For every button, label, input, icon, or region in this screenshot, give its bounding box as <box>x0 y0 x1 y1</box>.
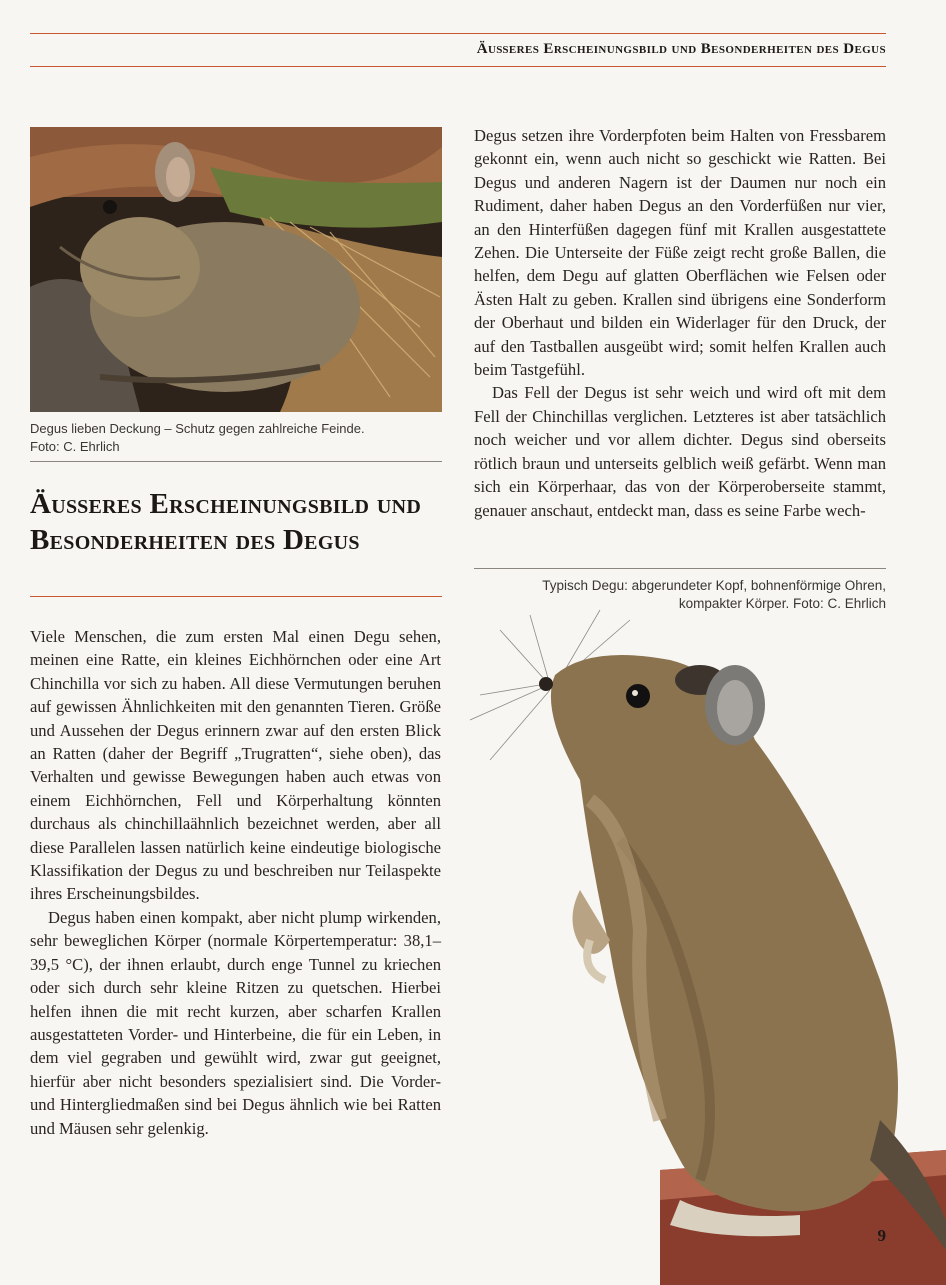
left-column <box>30 625 441 1140</box>
paragraph: Degus setzen ihre Vorderpfoten beim Halten von Fressbarem gekonnt ein, wenn auch nicht so geschickt wie Ratten. Bei Degus und anderen Nagern ist der Daumen nur noch ein Rudiment, daher haben Degus an den Vorderfüßen nur vier, an den Hinterfüßen dagegen fünf mit Krallen ausgestattete Zehen. Die Unterseite der Füße zeigt recht große Ballen, die helfen, dem Degu auf glatten Oberflächen wie Felsen oder Ästen Halt zu geben. Krallen sind übrigens eine Sonderform der Oberhaut und bilden ein Widerlager für den Druck, der auf den Tastballen ausgeübt wird; somit helfen Krallen auch beim Tastgefühl. <box>474 126 886 380</box>
header-rule-bottom <box>30 66 886 67</box>
paragraph: Degus haben einen kompakt, aber nicht plump wirkenden, sehr beweglichen Körper (normale Körpertemperatur: 38,1–39,5 °C), der ihnen erlaubt, durch enge Tunnel zu kriechen oder sich durch sehr kleine Ritzen zu quetschen. Hierbei helfen ihnen die mit recht kurzen, aber scharfen Krallen ausgestatteten Vorder- und Hinterbeine, die für ein Leben, in dem viel gegraben und gewühlt wird, zwar gut geeignet, hierfür aber nicht besonders spezialisiert sind. Die Vorder- und Hintergliedmaßen sind bei Degus ähnlich wie bei Ratten und Mäusen sehr gelenkig. <box>30 907 441 1138</box>
degu-burrow-photo <box>30 127 442 412</box>
section-title: Äußeres Erscheinungsbild und Besonderheiten des Degus <box>30 488 422 556</box>
paragraph: Das Fell der Degus ist sehr weich und wird oft mit dem Fell der Chinchillas verglichen. Letzteres ist aber tatsächlich noch weicher und vor allem dichter. Degus sind oberseits rötlich braun und unterseits gelblich weiß gefärbt. Wenn man sich ein Körperhaar, das von der Körperoberseite stammt, genauer anschaut, entdeckt man, dass es seine Farbe wech- <box>474 383 886 520</box>
caption-text-line2: kompakter Körper. Foto: C. Ehrlich <box>678 596 886 611</box>
paragraph: Viele Menschen, die zum ersten Mal einen Degu sehen, meinen eine Ratte, ein kleines Eichhörnchen oder eine Art Chinchilla vor sich zu haben. All diese Vermutungen beruhen auf gewissen Ähnlichkeiten mit den genannten Tieren. Größe und Aussehen der Degus erinnern zwar auf den ersten Blick an Ratten (daher der Begriff „Trugratten“, siehe oben), das Verhalten und gewisse Bewegungen haben auch etwas von einem Eichhörnchen, Fell und Körperhaltung könnten durchaus als chinchillaähnlich bezeichnet werden, aber all diese Parallelen lassen natürlich keine eindeutige biologische Klassifikation der Degus zu und beschreiben nur Teilaspekte ihres Erscheinungsbildes. <box>30 627 441 904</box>
photo-credit: Foto: C. Ehrlich <box>792 596 886 611</box>
header-rule-top <box>30 33 886 34</box>
section-rule-top <box>30 461 442 462</box>
caption-text: Degus lieben Deckung – Schutz gegen zahlreiche Feinde. <box>30 421 365 436</box>
standing-degu-photo-icon <box>470 600 946 1285</box>
page-number: 9 <box>877 1226 886 1245</box>
photo-credit: Foto: C. Ehrlich <box>30 439 120 454</box>
section-rule-bottom <box>30 596 442 597</box>
caption-rule <box>474 568 886 569</box>
standing-degu-photo <box>470 600 946 1285</box>
degu-in-burrow-photo-icon <box>30 127 442 412</box>
figure-caption-top <box>30 420 450 456</box>
running-title: Äußeres Erscheinungsbild und Besonderheiten des Degus <box>476 41 886 57</box>
caption-text: Typisch Degu: abgerundeter Kopf, bohnenförmige Ohren, <box>542 578 886 593</box>
right-column <box>474 124 886 522</box>
